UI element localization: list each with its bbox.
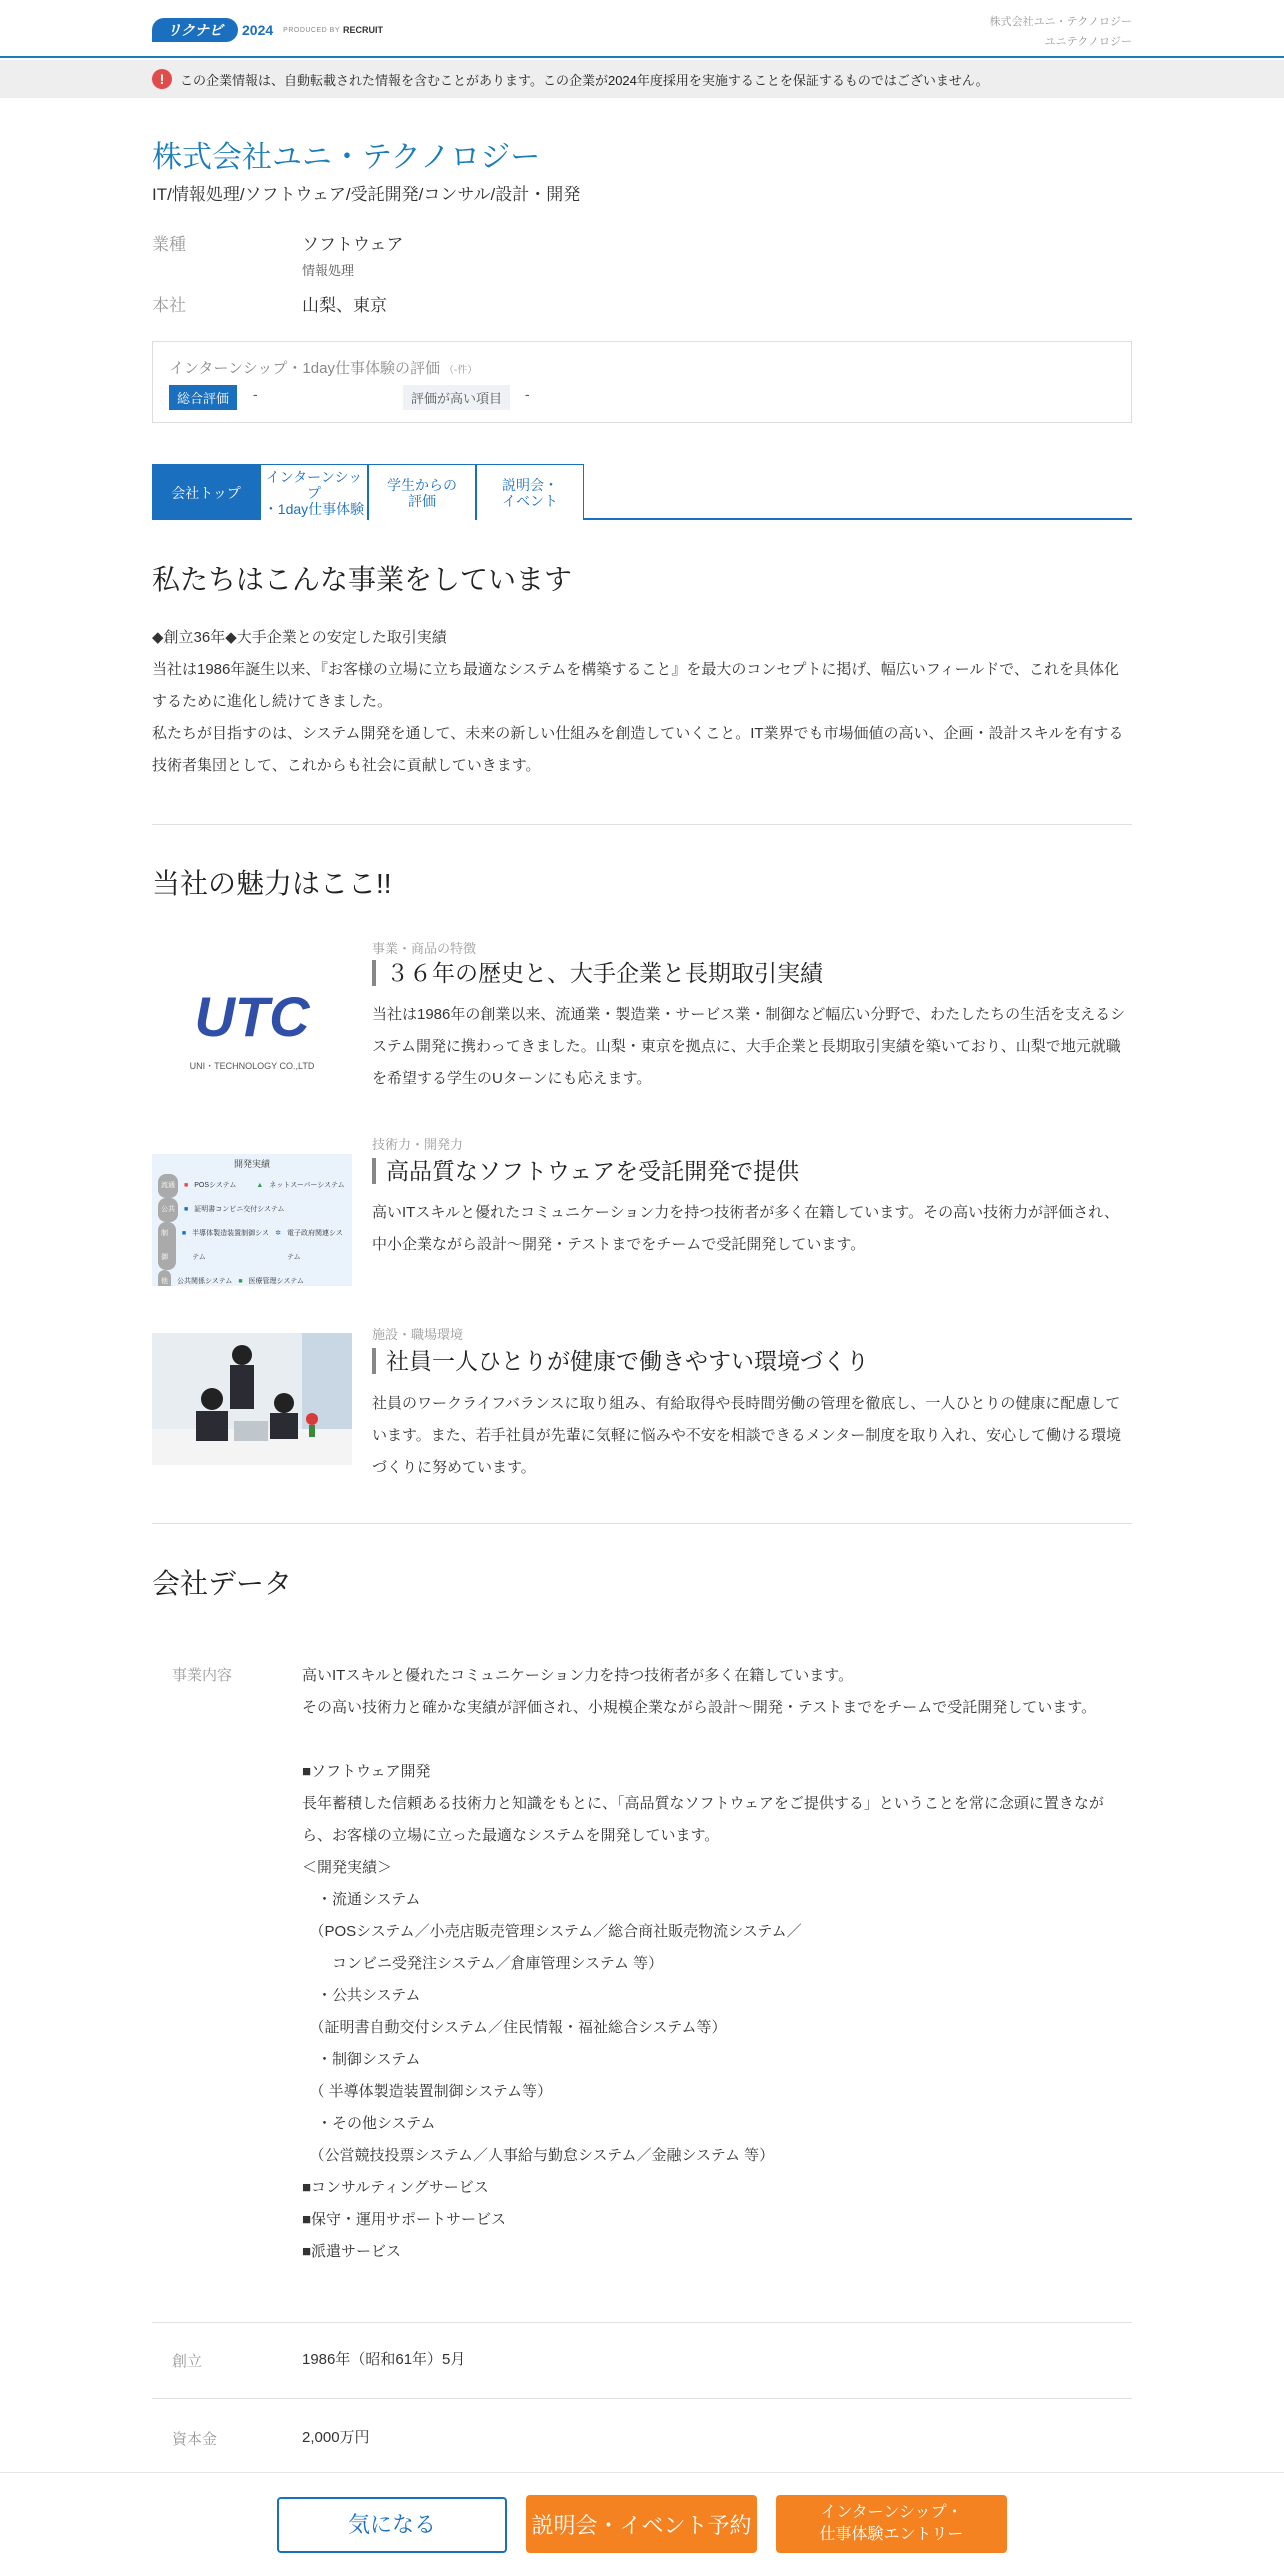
business-line: 当社は1986年誕生以来、『お客様の立場に立ち最適なシステムを構築すること』を最大のコンセプトに掲げ、幅広いフィールドで、これを具体化するために進化し続けてきました。 [152, 661, 1119, 710]
dev-row [158, 1198, 346, 1222]
data-value-business: 高いITスキルと優れたコミュニケーション力を持つ技術者が多く在籍しています。 その高い技術力と確かな実績が評価され、小規模企業ながら設計～開発・テストまでをチームで受託開発しています。 ■ソフトウェア開発 長年蓄積した信頼ある技術力と知識をもとに、「高品質なソフトウェアをご提供する」ということを常に念頭に置きながら、お客様の立場に立った最適なシステムを開発しています。 ＜開発実績＞ ・流通システム （POSシステム／小売店販売管理システム／総合商社販売物流システム／ コンビニ受発注システム／倉庫管理システム 等） ・公共システム （証明書自動交付システム／住民情報・福祉総合システム等） ・制御システム （ 半導体製造装置制御システム等） ・その他システム （公営競技投票システム／人事給与勤怠システム／金融システム 等） ■コンサルティングサービス ■保守・運用サポートサービス ■派遣サービス [302, 1667, 1104, 2260]
utc-logo-image [152, 980, 352, 1112]
dev-row [158, 1222, 346, 1270]
dev-item: 半導体製造装置制御システム [192, 1230, 269, 1261]
rikunabi-logo[interactable] [152, 18, 402, 42]
dev-item: 電子政府関連システム [286, 1230, 343, 1261]
svg-text:UTC: UTC [194, 985, 310, 1048]
tab-label-line2: ・1day仕事体験 [263, 500, 365, 517]
data-label-founded: 創立 [172, 2353, 203, 2370]
produced-by-label: PRODUCED BY [283, 26, 340, 34]
hq-value: 山梨、東京 [302, 296, 387, 315]
cart-icon: ▲ [256, 1182, 264, 1189]
dev-row [158, 1270, 346, 1286]
tab-label-line1: 学生からの [387, 476, 457, 493]
chip-icon: ■ [181, 1230, 187, 1237]
business-description [152, 622, 1132, 782]
tab-internship[interactable] [260, 464, 368, 520]
dev-row [158, 1174, 346, 1198]
office-photo-icon [152, 1333, 352, 1465]
tab-label-line2: イベント [502, 492, 558, 509]
tab-student-reviews[interactable] [368, 464, 476, 520]
data-value-capital: 2,000万円 [302, 2429, 370, 2446]
appeal-category: 事業・商品の特徴 [372, 941, 477, 956]
pos-icon: ■ [184, 1182, 189, 1189]
office-photo [152, 1333, 352, 1465]
section-divider [152, 824, 1132, 825]
data-value-founded: 1986年（昭和61年）5月 [302, 2351, 466, 2368]
dev-item: 証明書コンビニ交付システム [194, 1206, 285, 1213]
company-categories: IT/情報処理/ソフトウェア/受託開発/コンサル/設計・開発 [152, 185, 581, 204]
internship-entry-line2: 仕事体験エントリー [819, 2526, 964, 2543]
gear-icon: ✲ [275, 1230, 281, 1237]
dev-item: 医療管理システム [248, 1278, 304, 1285]
internship-entry-line1: インターンシップ・ [820, 2504, 963, 2521]
section-divider [152, 1523, 1132, 1524]
evaluation-title-text: インターンシップ・1day仕事体験の評価 [169, 360, 440, 377]
dev-item: 公共関係システム [177, 1278, 233, 1285]
tab-events[interactable] [476, 464, 584, 520]
business-line: ◆創立36年◆大手企業との安定した取引実績 [152, 629, 447, 646]
header-company-info [990, 12, 1132, 52]
notice-text: この企業情報は、自動転載された情報を含むことがあります。この企業が2024年度採用を実施することを保証するものではございません。 [180, 73, 989, 88]
site-header [0, 0, 1284, 58]
high-items-badge: 評価が高い項目 [403, 385, 510, 410]
company-name: 株式会社ユニ・テクノロジー [152, 141, 541, 174]
document-icon: ■ [184, 1206, 189, 1213]
data-label-business: 事業内容 [172, 1667, 233, 1684]
bottom-action-bar [0, 2472, 1284, 2568]
dev-item: ネットスーパーシステム [269, 1182, 345, 1189]
logo-year: 2024 [242, 22, 274, 38]
alert-icon: ! [152, 69, 172, 89]
appeal-text: 高いITスキルと優れたコミュニケーション力を持つ技術者が多く在籍しています。その高い技術力が評価され、中小企業ながら設計～開発・テストまでをチームで受託開発しています。 [372, 1204, 1119, 1253]
hq-label: 本社 [152, 296, 186, 315]
medical-icon: ■ [238, 1278, 243, 1285]
appeal-section-title: 当社の魅力はここ!! [152, 868, 392, 899]
appeal-text: 社員のワークライフバランスに取り組み、有給取得や長時間労働の管理を徹底し、一人ひとりの健康に配慮しています。また、若手社員が先輩に気軽に悩みや不安を相談できるメンター制度を取り入れ、安心して働ける環境づくりに努めています。 [372, 1395, 1122, 1476]
tab-label-line2: 評価 [408, 492, 436, 509]
appeal-category: 技術力・開発力 [372, 1137, 464, 1152]
dev-tag: 他 [158, 1270, 171, 1286]
dev-results-list [158, 1174, 346, 1286]
overall-rating-badge: 総合評価 [169, 385, 237, 410]
utc-logo-caption: UNI・TECHNOLOGY CO.,LTD [189, 1061, 315, 1071]
tab-label-line1: インターンシップ [265, 468, 363, 501]
dev-tag: 制御 [158, 1222, 176, 1270]
company-tabs [152, 464, 1132, 520]
overall-rating-value: - [253, 386, 258, 402]
internship-entry-button[interactable] [776, 2495, 1007, 2553]
recruit-logo: RECRUIT [343, 25, 383, 35]
dev-results-title: 開発実績 [233, 1159, 270, 1169]
high-items-value: - [525, 386, 530, 402]
appeal-title: ３６年の歴史と、大手企業と長期取引実績 [372, 960, 823, 986]
dev-tag: 公共 [158, 1198, 178, 1222]
business-line: 私たちが目指すのは、システム開発を通して、未来の新しい仕組みを創造していくこと。IT業界でも市場価値の高い、企画・設計スキルを有する技術者集団として、これからも社会に貢献していきます。 [152, 725, 1124, 774]
appeal-text: 当社は1986年の創業以来、流通業・製造業・サービス業・制御など幅広い分野で、わたしたちの生活を支えるシステム開発に携わってきました。山梨・東京を拠点に、大手企業と長期取引実績を築いており、山梨で地元就職を希望する学生のUターンにも応えます。 [372, 1006, 1126, 1087]
industry-sub: 情報処理 [302, 263, 355, 278]
business-section-title: 私たちはこんな事業をしています [152, 564, 573, 595]
row-divider [152, 2398, 1132, 2399]
evaluation-count: （-件） [443, 365, 478, 376]
event-reserve-button[interactable]: 説明会・イベント予約 [526, 2495, 757, 2553]
evaluation-title [169, 357, 477, 378]
tab-company-top[interactable] [152, 464, 260, 520]
appeal-category: 施設・職場環境 [372, 1327, 464, 1342]
dev-item: POSシステム [194, 1182, 237, 1189]
header-company-name: 株式会社ユニ・テクノロジー [989, 16, 1132, 28]
tab-label-line1: 説明会・ [502, 476, 558, 493]
utc-logo-icon [152, 980, 352, 1050]
evaluation-box [152, 341, 1132, 423]
tab-label: 会社トップ [171, 484, 241, 501]
industry-label: 業種 [152, 235, 186, 254]
industry-value: ソフトウェア [302, 235, 404, 254]
data-label-capital: 資本金 [172, 2431, 218, 2448]
company-data-title: 会社データ [152, 1568, 293, 1599]
notice-banner [0, 60, 1284, 98]
favorite-button[interactable]: 気になる [277, 2497, 507, 2553]
dev-tag: 流通 [158, 1174, 178, 1198]
row-divider [152, 2322, 1132, 2323]
appeal-title: 社員一人ひとりが健康で働きやすい環境づくり [372, 1348, 869, 1374]
appeal-title: 高品質なソフトウェアを受託開発で提供 [372, 1158, 799, 1184]
header-company-kana: ユニテクノロジー [1044, 36, 1132, 48]
logo-mark: リクナビ [152, 18, 238, 42]
development-results-image [152, 1154, 352, 1286]
